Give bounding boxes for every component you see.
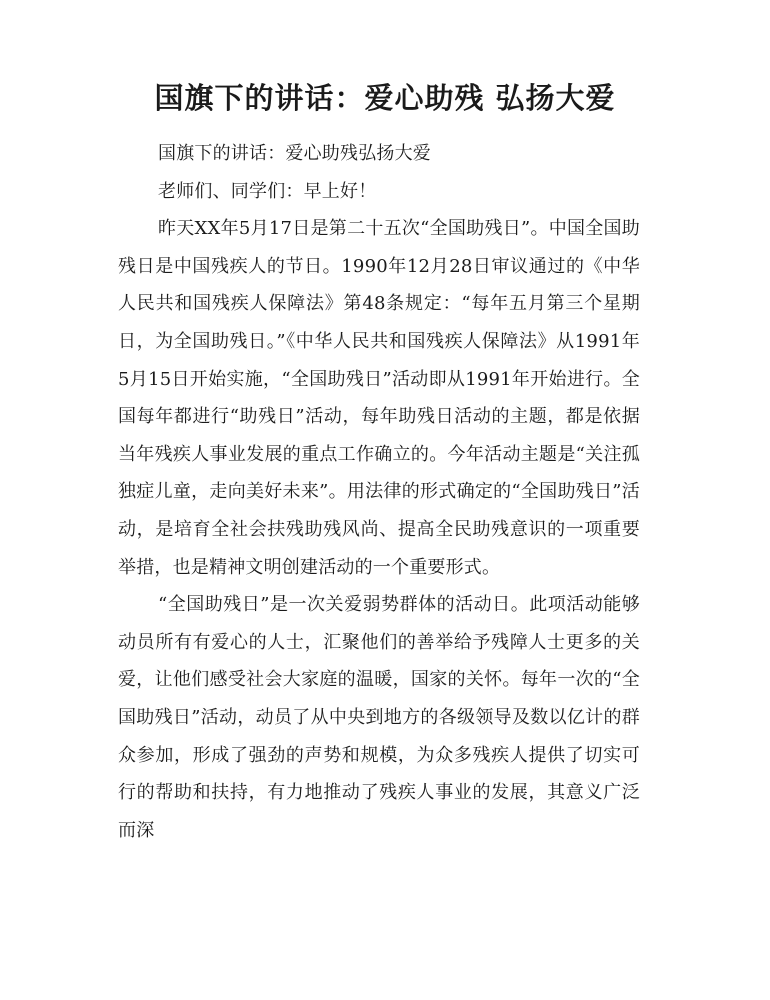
paragraph-subtitle: 国旗下的讲话：爱心助残弘扬大爱 (158, 143, 431, 164)
paragraph-significance: “全国助残日”是一次关爱弱势群体的活动日。此项活动能够动员所有有爱心的人士，汇聚他们的善举给予残障人士更多的关爱，让他们感受社会大家庭的温暖，国家的关怀。每年一次的“全国助残日”活动，动员了从中央到地方的各级领导及数以亿计的群众参加，形成了强劲的声势和规模，为众多残疾人提供了切实可行的帮助和扶持，有力地推动了残疾人事业的发展，其意义广泛而深 (118, 594, 640, 841)
document-body (118, 135, 640, 849)
paragraph-greeting: 老师们、同学们：早上好！ (158, 180, 377, 202)
document-title: 国旗下的讲话：爱心助残 弘扬大爱 (154, 81, 616, 115)
paragraph-history: 昨天XX年5月17日是第二十五次“全国助残日”。中国全国助残日是中国残疾人的节日。1990年12月28日审议通过的《中华人民共和国残疾人保障法》第48条规定：“每年五月第三个星期日，为全国助残日。”《中华人民共和国残疾人保障法》从1991年5月15日开始实施，“全国助残日”活动即从1991年开始进行。全国每年都进行“助残日”活动，每年助残日活动的主题，都是依据当年残疾人事业发展的重点工作确立的。今年活动主题是“关注孤独症儿童，走向美好未来”。用法律的形式确定的“全国助残日”活动，是培育全社会扶残助残风尚、提高全民助残意识的一项重要举措，也是精神文明创建活动的一个重要形式。 (118, 218, 640, 578)
